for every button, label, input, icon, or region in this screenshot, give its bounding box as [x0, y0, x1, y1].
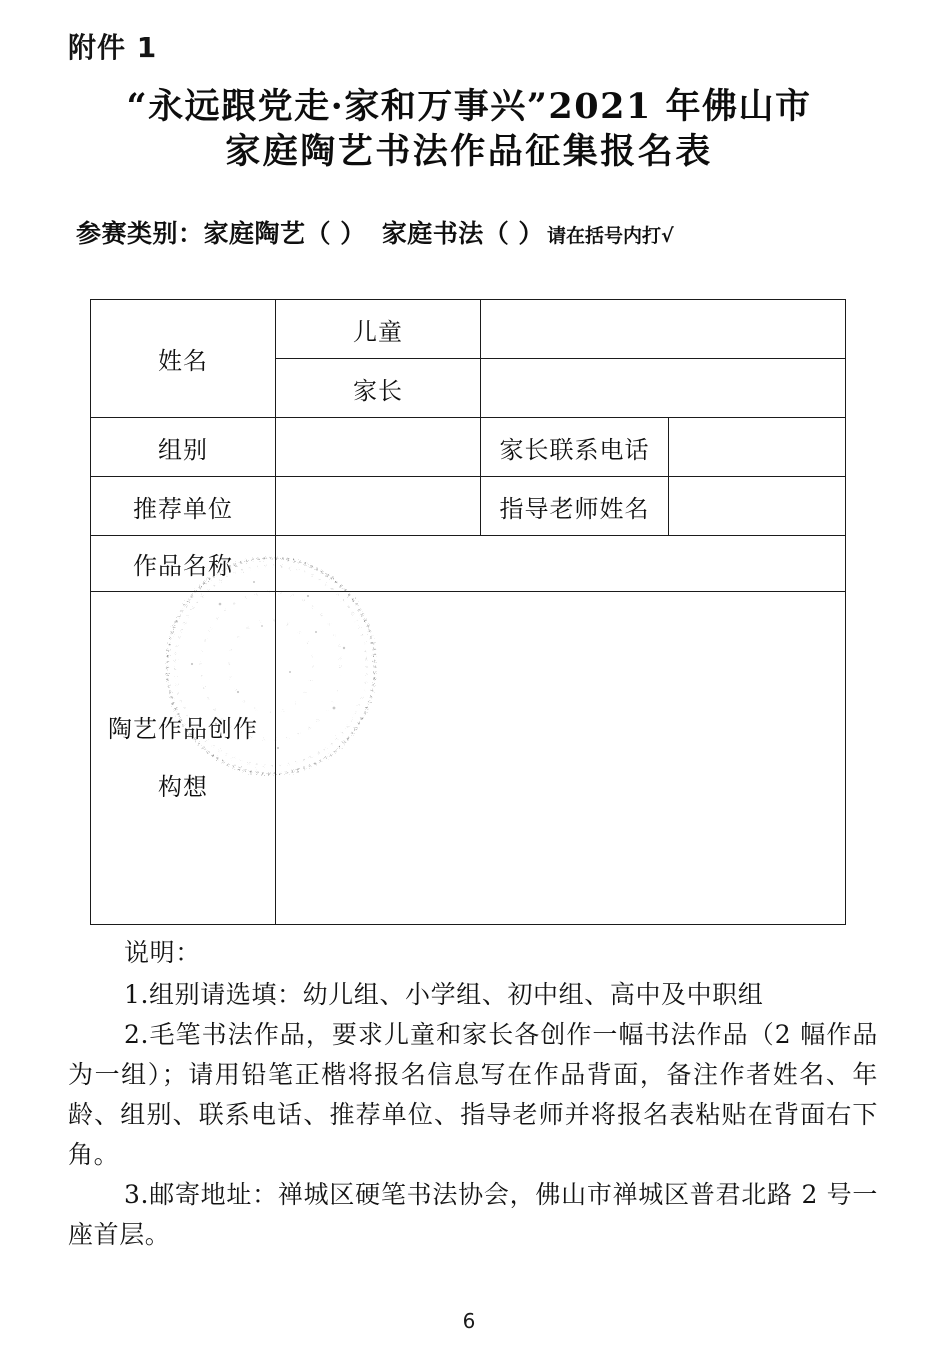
table-row-concept [91, 592, 846, 925]
table-row-name-child [91, 300, 846, 359]
label-parent: 家长 [276, 359, 481, 418]
title-line-1: “永远跟党走·家和万事兴”2021 年佛山市 [126, 86, 812, 127]
label-pottery-concept [91, 592, 276, 925]
table-row-unit [91, 477, 846, 536]
field-recommending-unit[interactable] [276, 477, 481, 536]
category-pottery-option[interactable]: 参赛类别：家庭陶艺（ ） [76, 219, 366, 248]
attachment-label: 附件 1 [68, 31, 158, 64]
field-pottery-concept[interactable] [276, 592, 846, 925]
note-item-2: 2.毛笔书法作品，要求儿童和家长各创作一幅书法作品（2 幅作品为一组）；请用铅笔正楷将报名信息写在作品背面，备注作者姓名、年龄、组别、联系电话、推荐单位、指导老师并将报名表粘贴在背面右下角。 [68, 1020, 878, 1169]
category-selection-line [76, 214, 674, 250]
label-pottery-concept-line2: 构想 [158, 773, 208, 801]
table-row-group [91, 418, 846, 477]
category-hint: 请在括号内打√ [546, 225, 674, 247]
field-parent-name[interactable] [481, 359, 846, 418]
notes-section [68, 933, 878, 1255]
label-child: 儿童 [276, 300, 481, 359]
field-work-title[interactable] [276, 536, 846, 592]
label-pottery-concept-line1: 陶艺作品创作 [108, 715, 258, 743]
note-item-3: 3.邮寄地址：禅城区硬笔书法协会，佛山市禅城区普君北路 2 号一座首层。 [68, 1180, 878, 1249]
title-line-2: 家庭陶艺书法作品征集报名表 [225, 131, 713, 172]
label-group: 组别 [91, 418, 276, 477]
field-group[interactable] [276, 418, 481, 477]
category-calligraphy-option[interactable]: 家庭书法（ ） [381, 219, 544, 248]
registration-form-table [90, 299, 846, 925]
label-name: 姓名 [91, 300, 276, 418]
page-number: 6 [462, 1309, 476, 1333]
field-instructor-name[interactable] [669, 477, 846, 536]
label-instructor-name: 指导老师姓名 [481, 477, 669, 536]
page-title [0, 84, 938, 174]
table-row-work-title [91, 536, 846, 592]
notes-heading: 说明： [124, 938, 201, 967]
label-work-title: 作品名称 [91, 536, 276, 592]
label-parent-phone: 家长联系电话 [481, 418, 669, 477]
field-parent-phone[interactable] [669, 418, 846, 477]
label-recommending-unit: 推荐单位 [91, 477, 276, 536]
field-child-name[interactable] [481, 300, 846, 359]
note-item-1: 1.组别请选填：幼儿组、小学组、初中组、高中及中职组 [124, 980, 764, 1009]
